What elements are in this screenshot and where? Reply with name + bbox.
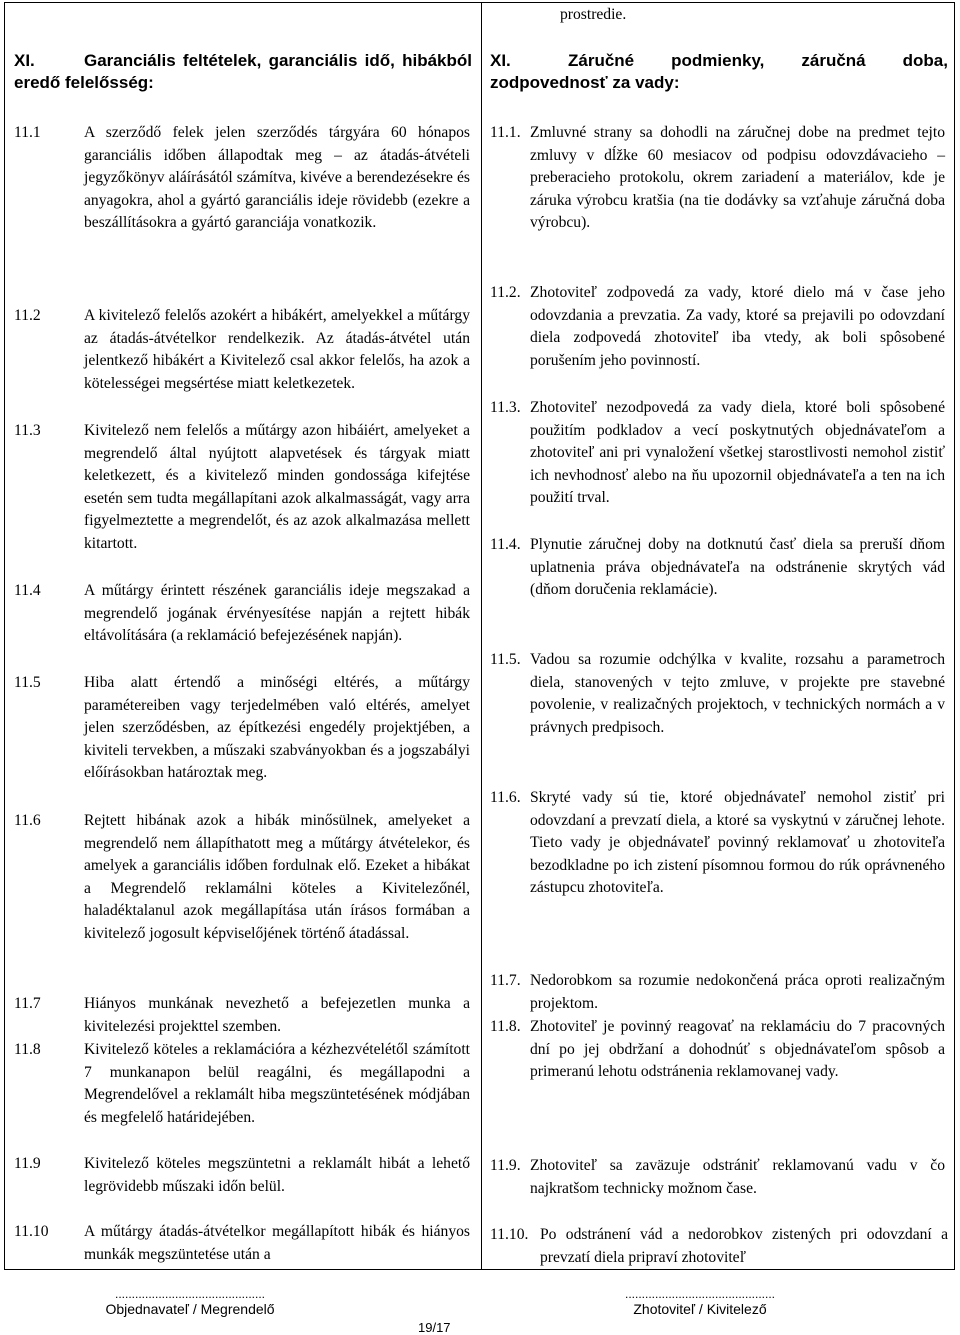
- clause-number: 11.7: [14, 995, 41, 1012]
- clause-number: 11.4.: [490, 536, 521, 553]
- clause-text: Zhotoviteľ nezodpovedá za vady diela, ktoré boli spôsobené použitím podkladov a vecí poskytnutých objednávateľom a zhotoviteľ ani pri vynaložení všetkej starostlivosti nemohol zistiť ich nevhodnosť alebo na ňu upozornil objednávateľa a ten na ich použití trval.: [530, 399, 945, 507]
- section-heading-text: Garanciális feltételek, garanciális idő, hibákból eredő felelősség:: [14, 51, 472, 92]
- signature-block-left: [70, 1288, 310, 1318]
- column-divider: [481, 2, 482, 1270]
- clause-number: 11.3: [14, 422, 41, 439]
- clause-item: [14, 122, 470, 235]
- top-fragment: prostredie.: [560, 6, 627, 23]
- clause-text: Plynutie záručnej doby na dotknutú časť diela sa preruší dňom uplatnenia práva objednávateľa na odstránenie skrytých vád (dňom doručenia reklamácie).: [530, 536, 945, 599]
- clause-number: 11.1.: [490, 124, 521, 141]
- clause-item: [14, 420, 470, 556]
- clause-item: [490, 534, 945, 602]
- clause-number: 11.8.: [490, 1018, 521, 1035]
- signature-block-right: [580, 1288, 820, 1318]
- section-heading-text: Záručné podmienky, záručná doba, zodpovednosť za vady:: [490, 51, 948, 92]
- clause-number: 11.7.: [490, 972, 521, 989]
- clause-number: 11.4: [14, 582, 41, 599]
- clause-text: Nedorobkom sa rozumie nedokončená práca oproti realizačným projektom.: [530, 972, 945, 1012]
- clause-number: 11.2.: [490, 284, 521, 301]
- clause-item: [490, 282, 945, 372]
- clause-number: 11.8: [14, 1041, 41, 1058]
- section-heading-number: XI.: [490, 51, 511, 70]
- clause-item: [14, 305, 470, 395]
- clause-number: 11.10: [14, 1223, 49, 1240]
- clause-item: [14, 1221, 470, 1266]
- clause-text: A műtárgy átadás-átvételkor megállapított hibák és hiányos munkák megszüntetése után a: [84, 1223, 470, 1263]
- clause-item: [490, 649, 945, 739]
- signatory-role: Objednavateľ / Megrendelő: [105, 1301, 275, 1317]
- clause-text: A szerződő felek jelen szerződés tárgyára 60 hónapos garanciális időben állapodtak meg – az átadás-átvételi jegyzőkönyv aláírásától számítva, kivéve a berendezésekre és anyagokra, ahol a gyártó garanciális ideje rövidebb (ezekre a beszállításokra a gyártó garanciája vonatkozik.: [84, 124, 470, 232]
- clause-text: Zhotoviteľ zodpovedá za vady, ktoré dielo má v čase jeho odovzdania a prevzatia. Za vady, ktoré sa prejavili po odovzdaní diela zodpovedá zhotoviteľ iba vtedy, ak boli spôsobené porušením jeho povinností.: [530, 284, 945, 369]
- clause-number: 11.6.: [490, 789, 521, 806]
- clause-item: [14, 1039, 470, 1129]
- clause-text: Kivitelező nem felelős a műtárgy azon hibáiért, amelyeket a megrendelő által nyújtott alapvetések és tárgyak miatt keletkezett, és a kivitelező minden gondossága kifejtése esetén sem tudta megállapítani azok alkalmasságát, vagy arra figyelmeztette a megrendelőt, és az azok alkalmazása mellett kitartott.: [84, 422, 470, 552]
- clause-item: [490, 1155, 945, 1200]
- clause-item: [490, 787, 945, 900]
- section-heading-sk: [490, 50, 948, 94]
- clause-item: [490, 122, 945, 235]
- clause-text: Skryté vady sú tie, ktoré objednávateľ nemohol zistiť pri odovzdaní a prevzatí diela, a ktoré sa vyskytnú v záručnej lehote. Tieto vady je objednávateľ povinný reklamovať u zhotoviteľa bezodkladne po ich zistení písomnou formou do rúk oprávneného zástupcu zhotoviteľa.: [530, 789, 945, 897]
- clause-item: [14, 580, 470, 648]
- section-heading-number: XI.: [14, 51, 35, 70]
- clause-item: [14, 672, 470, 785]
- clause-number: 11.9: [14, 1155, 41, 1172]
- clause-number: 11.10.: [490, 1226, 529, 1243]
- clause-text: Rejtett hibának azok a hibák minősülnek, amelyeket a megrendelő nem állapíthatott meg a műtárgy átvételekor, és amelyek a garanciális időben fordulnak elő. Ezeket a hibákat a Megrendelő reklamálni köteles a Kivitelezőnél, haladéktalanul azok megállapítása után írásos formában a kivitelező jogosult képviselőjének történő átadással.: [84, 812, 470, 942]
- clause-item: [490, 970, 945, 1015]
- clause-text: Kivitelező köteles megszüntetni a reklamált hibát a lehető legrövidebb műszaki időn belül.: [84, 1155, 470, 1195]
- clause-number: 11.3.: [490, 399, 521, 416]
- clause-number: 11.9.: [490, 1157, 521, 1174]
- clause-item: [14, 810, 470, 946]
- clause-item: [490, 397, 945, 510]
- clause-text: Po odstránení vád a nedorobkov zistených pri odovzdaní a prevzatí diela pripraví zhotoviteľ: [540, 1226, 948, 1266]
- clause-item: [14, 993, 470, 1038]
- clause-text: A műtárgy érintett részének garanciális ideje megszakad a megrendelő jogának érvényesítése napján a rejtett hibák eltávolítására (a reklamáció befejezésének napján).: [84, 582, 470, 645]
- clause-item: [490, 1224, 948, 1269]
- clause-number: 11.6: [14, 812, 41, 829]
- clause-text: A kivitelező felelős azokért a hibákért, amelyekkel a műtárgy az átadás-átvételkor rendelkezik. Az átadás-átvétel után jelentkező hibákért a Kivitelező csal akkor felelős, ha azok a kötelességei megsértése miatt keletkezetek.: [84, 307, 470, 392]
- clause-text: Vadou sa rozumie odchýlka v kvalite, rozsahu a parametroch diela, stanovených v tejto zmluve, v projekte pre stavebné povolenie, v realizačných projektoch, v technických normách a v právnych predpisoch.: [530, 651, 945, 736]
- clause-number: 11.5: [14, 674, 41, 691]
- clause-text: Zhotoviteľ je povinný reagovať na reklamáciu do 7 pracovných dní po jej obdržaní a dohodnúť s objednávateľom spôsob a primeranú lehotu odstránenia reklamovanej vady.: [530, 1018, 945, 1081]
- clause-text: Zmluvné strany sa dohodli na záručnej dobe na predmet tejto zmluvy v dĺžke 60 mesiacov od podpisu odovzdávacieho – preberacieho protokolu, okrem zariadení a materiálov, kde je záruka výrobcu kratšia (na tie dodávky sa vzťahuje záručná doba výrobcu).: [530, 124, 945, 232]
- clause-text: Hiba alatt értendő a minőségi eltérés, a műtárgy paramétereiben vagy terjedelmében való eltérés, amelyet jelen szerződésben, az építkezési engedély projektjében, a kiviteli tervekben, a műszaki szabványokban és a jogszabályi előírásokban határoztak meg.: [84, 674, 470, 782]
- clause-text: Zhotoviteľ sa zaväzuje odstrániť reklamovanú vadu v čo najkratšom technicky možnom čase.: [530, 1157, 945, 1197]
- clause-item: [490, 1016, 945, 1084]
- signatory-role: Zhotoviteľ / Kivitelező: [633, 1301, 767, 1317]
- signature-line: .............................................: [114, 1287, 266, 1301]
- signature-line: .............................................: [624, 1287, 776, 1301]
- clause-text: Hiányos munkának nevezhető a befejezetlen munka a kivitelezési projekttel szemben.: [84, 995, 470, 1035]
- clause-number: 11.1: [14, 124, 41, 141]
- clause-number: 11.5.: [490, 651, 521, 668]
- section-heading-hu: [14, 50, 472, 94]
- page-number: 19/17: [418, 1320, 451, 1335]
- clause-text: Kivitelező köteles a reklamációra a kézhezvételétől számított 7 munkanapon belül reagálni, és megállapodni a Megrendelővel a reklamált hiba megszüntetésének módjában és megfelelő határidejében.: [84, 1041, 470, 1126]
- clause-number: 11.2: [14, 307, 41, 324]
- clause-item: [14, 1153, 470, 1198]
